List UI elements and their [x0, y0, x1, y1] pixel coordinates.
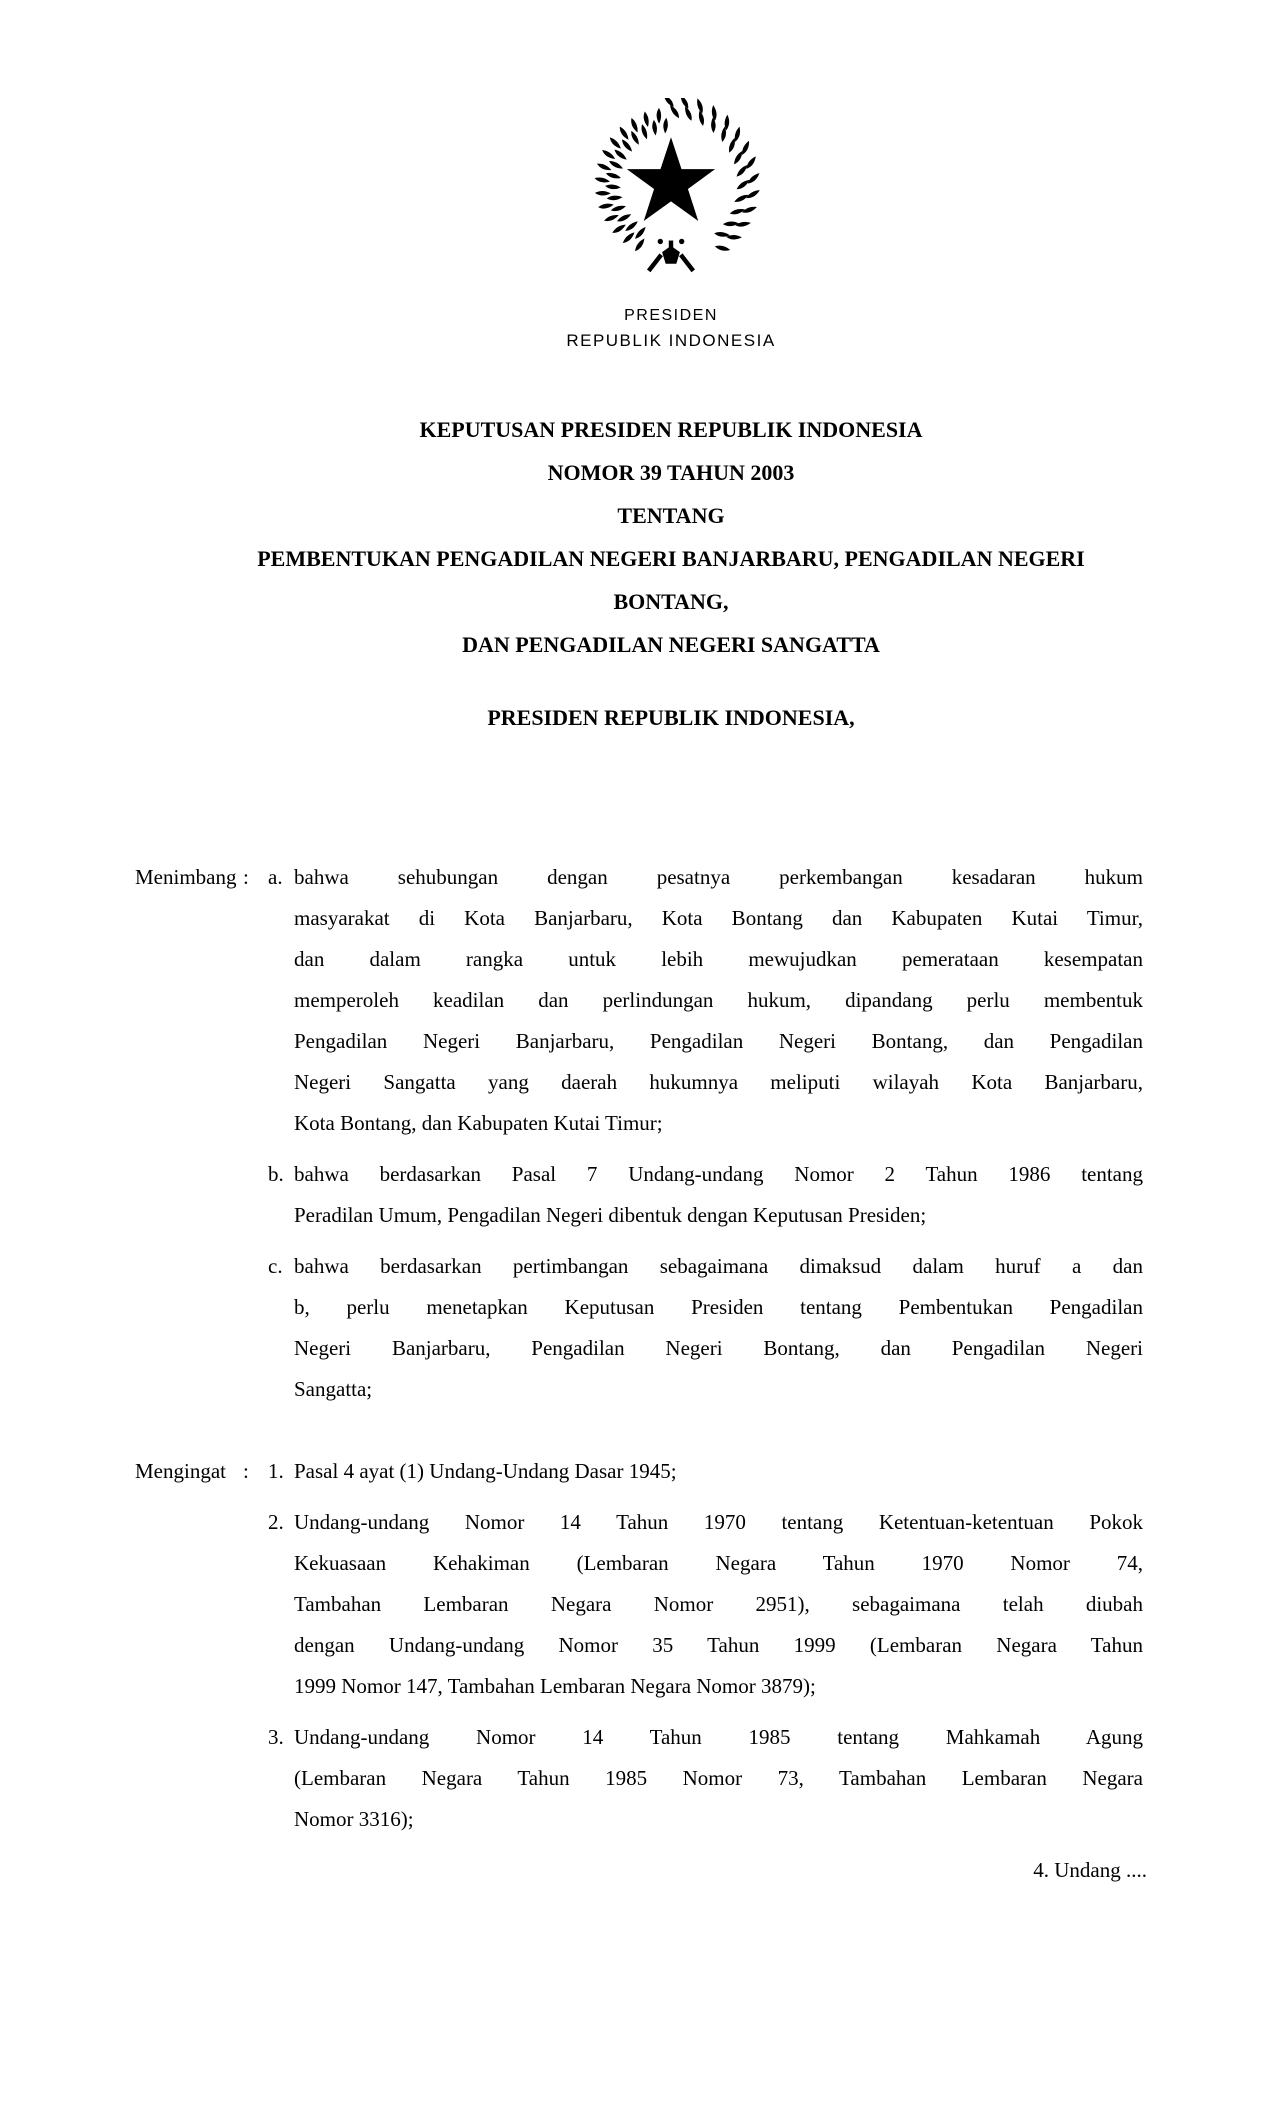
wreath-leaf-icon: [607, 194, 623, 203]
text-line: Undang-undang Nomor 14 Tahun 1970 tentang Ketentuan-ketentuan Pokok: [294, 1510, 1143, 1534]
decree-title: [197, 408, 1145, 666]
letterhead: [197, 0, 1145, 353]
wreath-leaf-icon: [633, 227, 649, 240]
wreath-leaf-icon: [614, 147, 627, 163]
text-line: memperoleh keadilan dan perlindungan hukum, dipandang perlu membentuk: [294, 988, 1143, 1012]
wreath-leaf-icon: [594, 174, 610, 186]
wreath-leaf-icon: [619, 125, 629, 141]
wreath-leaf-icon: [631, 130, 640, 146]
wreath-leaf-icon: [623, 221, 639, 232]
item-text: [294, 857, 1143, 1144]
clause-mengingat: [135, 1451, 1143, 1840]
wreath-leaf-icon: [595, 188, 611, 198]
title-line-1: KEPUTUSAN PRESIDEN REPUBLIK INDONESIA: [419, 417, 923, 442]
text-line: Pasal 4 ayat (1) Undang-Undang Dasar 1945;: [294, 1459, 677, 1483]
clause-colon: :: [243, 1459, 249, 1483]
clause-menimbang: [135, 857, 1143, 1410]
title-line-5: BONTANG,: [613, 589, 729, 614]
wreath-leaf-icon: [631, 117, 638, 133]
wreath-leaf-icon: [670, 104, 680, 120]
wreath-leaf-icon: [641, 124, 647, 139]
item-text: [294, 1246, 1143, 1410]
text-line: masyarakat di Kota Banjarbaru, Kota Bontang dan Kabupaten Kutai Timur,: [294, 906, 1143, 930]
wreath-leaf-icon: [598, 202, 614, 209]
text-line: Undang-undang Nomor 14 Tahun 1985 tentang Mahkamah Agung: [294, 1725, 1143, 1749]
letterhead-line2: REPUBLIK INDONESIA: [566, 331, 776, 350]
wreath-leaf-icon: [722, 114, 733, 130]
item-text: [294, 1451, 1143, 1492]
wreath-leaf-icon: [735, 179, 751, 189]
wreath-leaf-icon: [596, 160, 611, 174]
item-marker: a.: [268, 865, 283, 889]
wreath-leaf-icon: [602, 147, 616, 162]
item-marker: 1.: [268, 1459, 284, 1483]
text-line: b, perlu menetapkan Keputusan Presiden tentang Pembentukan Pengadilan: [294, 1295, 1143, 1319]
wreath-leaf-icon: [611, 224, 627, 233]
item-marker: b.: [268, 1162, 284, 1186]
item-marker: 3.: [268, 1725, 284, 1749]
item-text: [294, 1502, 1143, 1707]
text-line: Negeri Banjarbaru, Pengadilan Negeri Bontang, dan Pengadilan Negeri: [294, 1336, 1143, 1360]
wreath-leaf-icon: [651, 120, 659, 136]
wreath-leaf-icon: [735, 220, 751, 228]
wreath-leaf-icon: [654, 108, 664, 124]
wreath-leaf-icon: [710, 105, 718, 121]
wreath-leaf-icon: [718, 126, 730, 142]
star-icon: [627, 137, 715, 221]
wreath-leaf-icon: [660, 118, 671, 134]
title-line-3: TENTANG: [617, 503, 725, 528]
text-line: bahwa berdasarkan Pasal 7 Undang-undang Nomor 2 Tahun 1986 tentang: [294, 1162, 1143, 1186]
wreath-leaf-icon: [621, 232, 637, 244]
letterhead-line1: PRESIDEN: [624, 307, 718, 324]
text-line: Tambahan Lembaran Negara Nomor 2951), sebagaimana telah diubah: [294, 1592, 1143, 1616]
body-sections: [135, 857, 1143, 1840]
list-item: [268, 1246, 1143, 1410]
wreath-leaf-icon: [745, 190, 761, 199]
list-item: [268, 857, 1143, 1144]
wreath-leaf-icon: [734, 195, 750, 203]
text-line: Kekuasaan Kehakiman (Lembaran Negara Tahun 1970 Nomor 74,: [294, 1551, 1143, 1575]
text-line: Nomor 3316);: [294, 1807, 414, 1831]
text-line: (Lembaran Negara Tahun 1985 Nomor 73, Tambahan Lembaran Negara: [294, 1766, 1143, 1790]
text-line: bahwa sehubungan dengan pesatnya perkembangan kesadaran hukum: [294, 865, 1143, 889]
wreath-leaf-icon: [616, 214, 632, 222]
item-text: [294, 1154, 1143, 1236]
list-item: [268, 1154, 1143, 1236]
wreath-leaf-icon: [632, 238, 647, 252]
clause-items: [268, 857, 1143, 1410]
title-line-4: PEMBENTUKAN PENGADILAN NEGERI BANJARBARU, PENGADILAN NEGERI: [257, 546, 1085, 571]
wreath-leaf-icon: [604, 215, 619, 222]
text-line: Pengadilan Negeri Banjarbaru, Pengadilan Negeri Bontang, dan Pengadilan: [294, 1029, 1143, 1053]
text-line: bahwa berdasarkan pertimbangan sebagaimana dimaksud dalam huruf a dan: [294, 1254, 1143, 1278]
item-marker: 2.: [268, 1510, 284, 1534]
wreath-leaf-icon: [605, 181, 621, 192]
item-marker: c.: [268, 1254, 283, 1278]
title-line-2: NOMOR 39 TAHUN 2003: [547, 460, 795, 485]
wreath-leaf-icon: [685, 106, 692, 122]
list-item: [268, 1451, 1143, 1492]
wreath-leaf-icon: [621, 138, 632, 154]
wreath-leaf-icon: [726, 232, 742, 242]
wreath-leaf-icon: [611, 205, 626, 211]
salutation: PRESIDEN REPUBLIK INDONESIA,: [487, 705, 855, 730]
clause-items: [268, 1451, 1143, 1840]
wreath-leaf-icon: [714, 229, 730, 240]
text-line: Negeri Sangatta yang daerah hukumnya meliputi wilayah Kota Banjarbaru,: [294, 1070, 1143, 1094]
wreath-leaf-icon: [643, 111, 650, 127]
text-line: Sangatta;: [294, 1377, 373, 1401]
text-line: Kota Bontang, dan Kabupaten Kutai Timur;: [294, 1111, 663, 1135]
text-line: Peradilan Umum, Pengadilan Negeri dibentuk dengan Keputusan Presiden;: [294, 1203, 927, 1227]
list-item: [268, 1717, 1143, 1840]
list-item: [268, 1502, 1143, 1707]
clause-label: Menimbang: [135, 865, 237, 889]
text-line: dengan Undang-undang Nomor 35 Tahun 1999 (Lembaran Negara Tahun: [294, 1633, 1143, 1657]
catchword: 4. Undang ....: [1033, 1858, 1147, 1882]
text-line: 1999 Nomor 147, Tambahan Lembaran Negara Nomor 3879);: [294, 1674, 816, 1698]
wreath-leaf-icon: [709, 117, 718, 133]
wreath-leaf-icon: [715, 242, 731, 254]
wreath-leaf-icon: [723, 219, 739, 228]
clause-label: Mengingat: [135, 1459, 226, 1483]
presidential-seal-icon: [581, 98, 761, 294]
text-line: dan dalam rangka untuk lebih mewujudkan pemerataan kesempatan: [294, 947, 1143, 971]
item-text: [294, 1717, 1143, 1840]
wreath-leaf-icon: [609, 135, 621, 151]
title-line-6: DAN PENGADILAN NEGERI SANGATTA: [462, 632, 880, 657]
wreath-leaf-icon: [680, 98, 689, 110]
clause-colon: :: [243, 865, 249, 889]
